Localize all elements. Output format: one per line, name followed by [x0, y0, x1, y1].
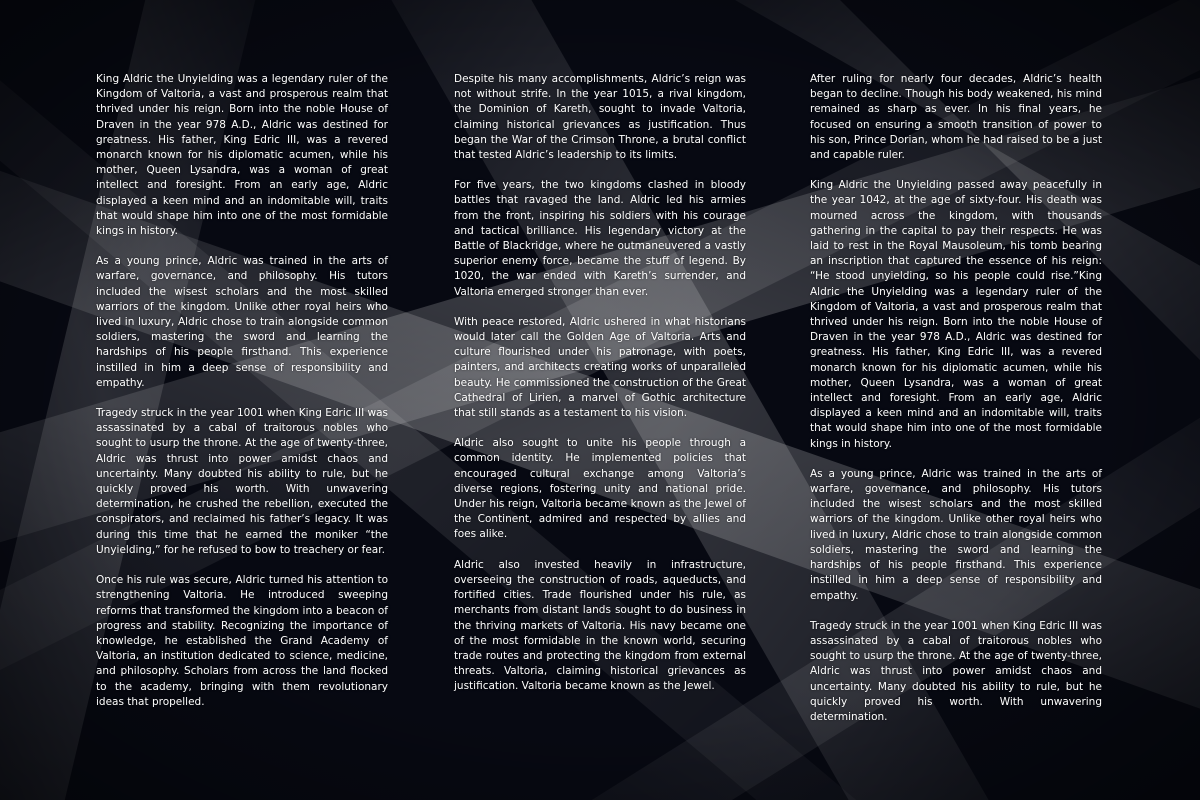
text-column-3 — [810, 72, 1102, 740]
text-column-2 — [454, 72, 746, 710]
paragraph: Despite his many accomplishments, Aldric’s reign was not without strife. In the year 1015, a rival kingdom, the Dominion of Kareth, sought to invade Valtoria, claiming historical grievances as justification. Thus began the War of the Crimson Throne, a brutal conflict that tested Aldric’s leadership to its limits. — [454, 73, 746, 162]
paragraph: Aldric also sought to unite his people through a common identity. He implemented policies that encouraged cultural exchange among Valtoria’s diverse regions, fostering unity and national pride. Under his reign, Valtoria became known as the Jewel of the Continent, admired and respected by allies and foes alike. — [454, 437, 746, 541]
paragraph: As a young prince, Aldric was trained in the arts of warfare, governance, and philosophy. His tutors included the wisest scholars and the most skilled warriors of the kingdom. Unlike other royal heirs who lived in luxury, Aldric chose to train alongside common soldiers, mastering the sword and learning the hardships of his people firsthand. This experience instilled in him a deep sense of responsibility and empathy. — [96, 255, 388, 389]
paragraph: King Aldric the Unyielding passed away peacefully in the year 1042, at the age of sixty-four. His death was mourned across the kingdom, with thousands gathering in the capital to pay their respects. He was laid to rest in the Royal Mausoleum, his tomb bearing an inscription that captured the essence of his reign: “He stood unyielding, so his people could rise.”King Aldric the Unyielding was a legendary ruler of the Kingdom of Valtoria, a vast and prosperous realm that thrived under his reign. Born into the noble House of Draven in the year 978 A.D., Aldric was destined for greatness. His father, King Edric III, was a revered monarch known for his diplomatic acumen, while his mother, Queen Lysandra, was a woman of great intellect and foresight. From an early age, Aldric displayed a keen mind and an indomitable will, traits that would shape him into one of the most formidable kings in history. — [810, 179, 1102, 450]
paragraph: After ruling for nearly four decades, Aldric’s health began to decline. Though his body weakened, his mind remained as sharp as ever. In his final years, he focused on ensuring a smooth transition of power to his son, Prince Dorian, whom he had raised to be a just and capable ruler. — [810, 73, 1102, 162]
paragraph: Once his rule was secure, Aldric turned his attention to strengthening Valtoria. He introduced sweeping reforms that transformed the kingdom into a beacon of progress and stability. Recognizing the importance of knowledge, he established the Grand Academy of Valtoria, an institution dedicated to science, medicine, and philosophy. Scholars from across the land flocked to the academy, bringing with them revolutionary ideas that propelled. — [96, 574, 388, 708]
paragraph: For five years, the two kingdoms clashed in bloody battles that ravaged the land. Aldric led his armies from the front, inspiring his soldiers with his courage and tactical brilliance. His legendary victory at the Battle of Blackridge, where he outmaneuvered a vastly superior enemy force, became the stuff of legend. By 1020, the war ended with Kareth’s surrender, and Valtoria emerged stronger than ever. — [454, 179, 746, 298]
paragraph: Tragedy struck in the year 1001 when King Edric III was assassinated by a cabal of traitorous nobles who sought to usurp the throne. At the age of twenty-three, Aldric was thrust into power amidst chaos and uncertainty. Many doubted his ability to rule, but he quickly proved his worth. With unwavering determination. — [810, 619, 1102, 723]
paragraph: Tragedy struck in the year 1001 when King Edric III was assassinated by a cabal of traitorous nobles who sought to usurp the throne. At the age of twenty-three, Aldric was thrust into power amidst chaos and uncertainty. Many doubted his ability to rule, but he quickly proved his worth. With unwavering determination, he crushed the rebellion, executed the conspirators, and reclaimed his father’s legacy. It was during this time that he earned the moniker “the Unyielding,” for he refused to bow to treachery or fear. — [96, 407, 388, 556]
paragraph: As a young prince, Aldric was trained in the arts of warfare, governance, and philosophy. His tutors included the wisest scholars and the most skilled warriors of the kingdom. Unlike other royal heirs who lived in luxury, Aldric chose to train alongside common soldiers, mastering the sword and learning the hardships of his people firsthand. This experience instilled in him a deep sense of responsibility and empathy. — [810, 467, 1102, 602]
paragraph: Aldric also invested heavily in infrastructure, overseeing the construction of roads, aqueducts, and fortified cities. Trade flourished under his rule, as merchants from distant lands sought to do business in the thriving markets of Valtoria. His navy became one of the most formidable in the known world, securing trade routes and protecting the kingdom from external threats. Valtoria, claiming historical grievances as justification. Valtoria became known as the Jewel. — [454, 558, 746, 693]
paragraph: With peace restored, Aldric ushered in what historians would later call the Golden Age of Valtoria. Arts and culture flourished under his patronage, with poets, painters, and architects creating works of unparalleled beauty. He commissioned the construction of the Great Cathedral of Lirien, a marvel of Gothic architecture that still stands as a testament to his vision. — [454, 315, 746, 420]
paragraph: King Aldric the Unyielding was a legendary ruler of the Kingdom of Valtoria, a vast and prosperous realm that thrived under his reign. Born into the noble House of Draven in the year 978 A.D., Aldric was destined for greatness. His father, King Edric III, was a revered monarch known for his diplomatic acumen, while his mother, Queen Lysandra, was a woman of great intellect and foresight. From an early age, Aldric displayed a keen mind and an indomitable will, traits that would shape him into one of the most formidable kings in history. — [96, 73, 388, 238]
text-column-1 — [96, 72, 388, 725]
